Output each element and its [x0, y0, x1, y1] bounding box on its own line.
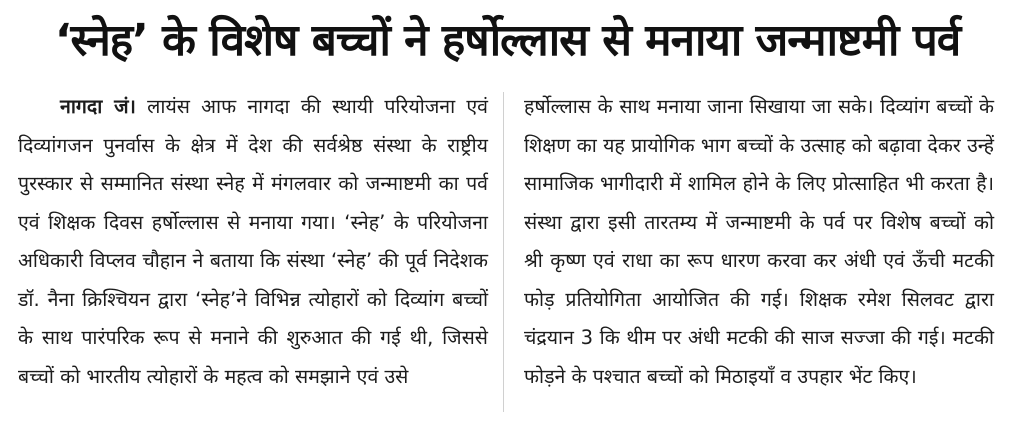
article-paragraph-2: हर्षोल्लास के साथ मनाया जाना सिखाया जा सके। दिव्यांग बच्चों के शिक्षण का यह प्रायोगिक भाग बच्चों के उत्साह को बढ़ावा देकर उन्हें सामाजिक भागीदारी में शामिल होने के लिए प्रोत्साहित भी करता है। संस्था द्वारा इसी तारतम्य में जन्माष्टमी के पर्व पर विशेष बच्चों को श्री कृष्ण एवं राधा का रूप धारण करवा कर अंधी एवं ऊँची मटकी फोड़ प्रतियोगिता आयोजित की गई। शिक्षक रमेश सिलवट द्वारा चंद्रयान 3 कि थीम पर अंधी मटकी की साज सज्जा की गई। मटकी फोड़ने के पश्चात बच्चों को मिठाइयाँ व उपहार भेंट किए।	[524, 95, 994, 388]
left-column-text: लायंस आफ नागदा की स्थायी परियोजना एवं दिव्यांगजन पुनर्वास के क्षेत्र में देश की सर्वश्रेष्ठ संस्था के राष्ट्रीय पुरस्कार से सम्मानित संस्था स्नेह में मंगलवार को जन्माष्टमी का पर्व एवं शिक्षक दिवस हर्षोल्लास से मनाया गया। ‘स्नेह’ के परियोजना अधिकारी विप्लव चौहान ने बताया कि संस्था ‘स्नेह’ की पूर्व निदेशक डॉ. नैना क्रिश्चियन द्वारा ‘स्नेह’ने विभिन्न त्योहारों को दिव्यांग बच्चों के साथ पारंपरिक रूप से मनाने की शुरुआत की गई थी, जिससे बच्चों को भारतीय त्योहारों के महत्व को समझाने एवं उसे	[18, 95, 489, 388]
headline: ‘स्नेह’ के विशेष बच्चों ने हर्षोल्लास से मनाया जन्माष्टमी पर्व	[54, 15, 961, 66]
dateline: नागदा जं।	[60, 95, 136, 118]
article-paragraph-1	[18, 88, 488, 396]
article-column-left	[18, 88, 488, 396]
article-column-right	[524, 88, 994, 396]
column-divider	[503, 92, 504, 412]
